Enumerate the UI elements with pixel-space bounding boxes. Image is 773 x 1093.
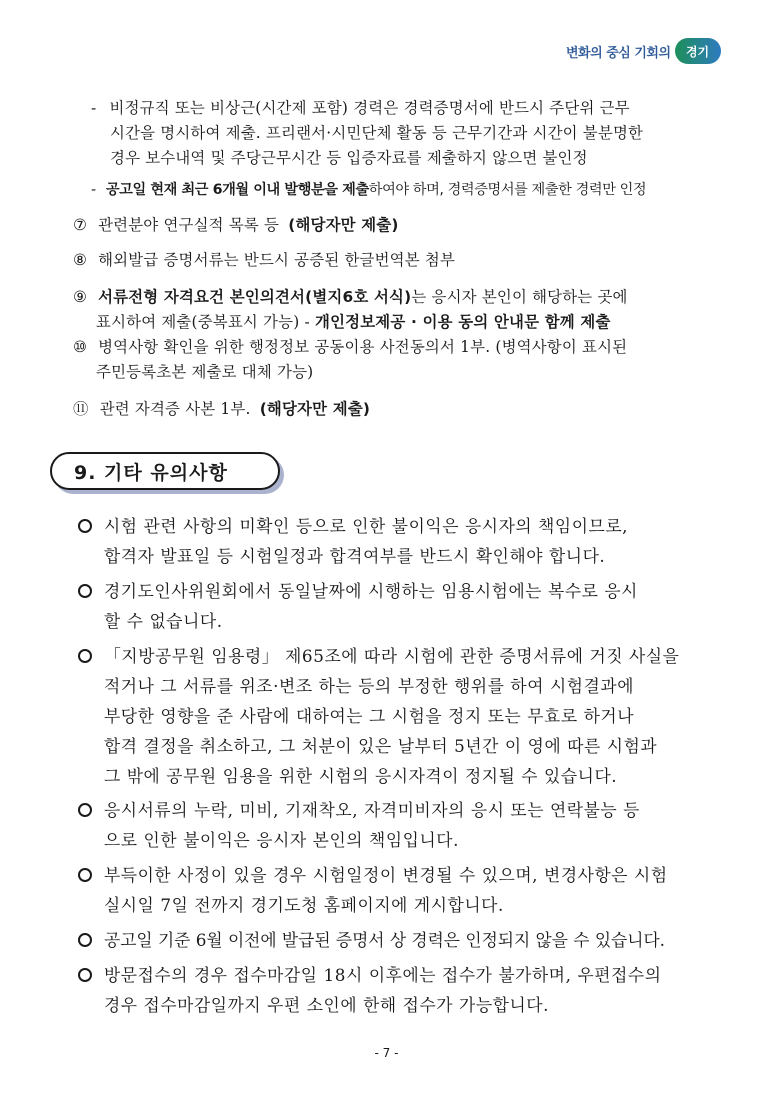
item-text: 는 응시자 본인이 해당하는 곳에 (411, 288, 628, 306)
section-header (50, 452, 280, 490)
notice-line: 그 밖에 공무원 임용을 위한 시험의 응시자격이 정지될 수 있습니다. (104, 766, 618, 786)
circle-bullet-icon (78, 649, 92, 663)
item-11 (73, 397, 370, 419)
item-number: ⑦ (73, 216, 87, 234)
item-text: 관련 자격증 사본 1부. (99, 400, 251, 418)
notice-line: 시험 관련 사항의 미확인 등으로 인한 불이익은 응시자의 책임이므로, (104, 516, 629, 536)
section-title: 9. 기타 유의사항 (74, 461, 228, 484)
item-number: ⑩ (73, 338, 87, 356)
dash-text: 하여야 하며, 경력증명서를 제출한 경력만 인정 (368, 182, 647, 198)
notice-line: 합격자 발표일 등 시험일정과 합격여부를 반드시 확인해야 합니다. (104, 546, 606, 566)
circle-bullet-icon (78, 968, 92, 982)
dash-bold-text: 공고일 현재 최근 6개월 이내 발행분을 제출 (105, 182, 369, 198)
gyeonggi-logo (566, 38, 721, 64)
item-text: 표시하여 제출(중복표시 가능) - (96, 313, 315, 331)
notice-line: 실시일 7일 전까지 경기도청 홈페이지에 게시합니다. (104, 895, 504, 915)
item-bold: 개인정보제공 · 이용 동의 안내문 함께 제출 (315, 313, 611, 331)
notice-line: 공고일 기준 6월 이전에 발급된 증명서 상 경력은 인정되지 않을 수 있습니다. (104, 930, 666, 950)
dash-mark: - (91, 99, 97, 117)
circle-bullet-icon (78, 868, 92, 882)
item-text: 병역사항 확인을 위한 행정정보 공동이용 사전동의서 1부. (병역사항이 표시된 (98, 338, 628, 356)
notice-line: 「지방공무원 임용령」 제65조에 따라 시험에 관한 증명서류에 거짓 사실을 (104, 646, 680, 666)
item-10-line-1 (73, 335, 627, 357)
notice-line: 부득이한 사정이 있을 경우 시험일정이 변경될 수 있으며, 변경사항은 시험 (104, 865, 668, 885)
notice-line: 응시서류의 누락, 미비, 기재착오, 자격미비자의 응시 또는 연락불능 등 (104, 800, 640, 820)
logo-mark: 경기 (675, 38, 721, 64)
logo-slogan: 변화의 중심 기회의 (566, 45, 671, 61)
circle-bullet-icon (78, 519, 92, 533)
item-bold: (해당자만 제출) (259, 400, 371, 418)
item-number: ⑨ (73, 288, 87, 306)
item-7 (73, 213, 399, 235)
notice-line: 할 수 없습니다. (104, 611, 223, 631)
item-bold: (해당자만 제출) (288, 216, 399, 234)
notice-line: 적거나 그 서류를 위조·변조 하는 등의 부정한 행위를 하여 시험결과에 (104, 676, 635, 696)
dash-mark: - (91, 182, 96, 198)
item-number: ⑧ (73, 251, 87, 269)
item-9-line-2 (96, 310, 611, 332)
page-number: - 7 - (374, 1046, 399, 1060)
item-9-line-1 (73, 285, 628, 307)
circle-bullet-icon (78, 584, 92, 598)
notice-line: 경기도인사위원회에서 동일날짜에 시행하는 임용시험에는 복수로 응시 (104, 581, 638, 601)
dash-item-1-line-2: 시간을 명시하여 제출. 프리랜서·시민단체 활동 등 근무기간과 시간이 불분명한 (110, 124, 644, 142)
item-bold: 서류전형 자격요건 본인의견서(별지6호 서식) (98, 288, 412, 306)
notice-line: 합격 결정을 취소하고, 그 처분이 있은 날부터 5년간 이 영에 따른 시험과 (104, 736, 658, 756)
item-text: 해외발급 증명서류는 반드시 공증된 한글번역본 첨부 (98, 251, 456, 269)
circle-bullet-icon (78, 933, 92, 947)
notice-line: 부당한 영향을 준 사람에 대하여는 그 시험을 정지 또는 무효로 하거나 (104, 706, 635, 726)
circle-bullet-icon (78, 803, 92, 817)
item-10-line-2: 주민등록초본 제출로 대체 가능) (96, 363, 314, 381)
dash-item-1-line-1 (91, 96, 630, 118)
notice-line: 경우 접수마감일까지 우편 소인에 한해 접수가 가능합니다. (104, 995, 549, 1015)
dash-text: 비정규직 또는 비상근(시간제 포함) 경력은 경력증명서에 반드시 주단위 근무 (109, 99, 630, 117)
item-text: 관련분야 연구실적 목록 등 (98, 216, 280, 234)
dash-item-2 (91, 179, 646, 199)
item-8 (73, 248, 455, 270)
notice-line: 으로 인한 불이익은 응시자 본인의 책임입니다. (104, 830, 460, 850)
dash-item-1-line-3: 경우 보수내역 및 주당근무시간 등 입증자료를 제출하지 않으면 불인정 (110, 149, 588, 167)
notice-line: 방문접수의 경우 접수마감일 18시 이후에는 접수가 불가하며, 우편접수의 (104, 965, 662, 985)
item-number: ⑪ (73, 400, 89, 418)
